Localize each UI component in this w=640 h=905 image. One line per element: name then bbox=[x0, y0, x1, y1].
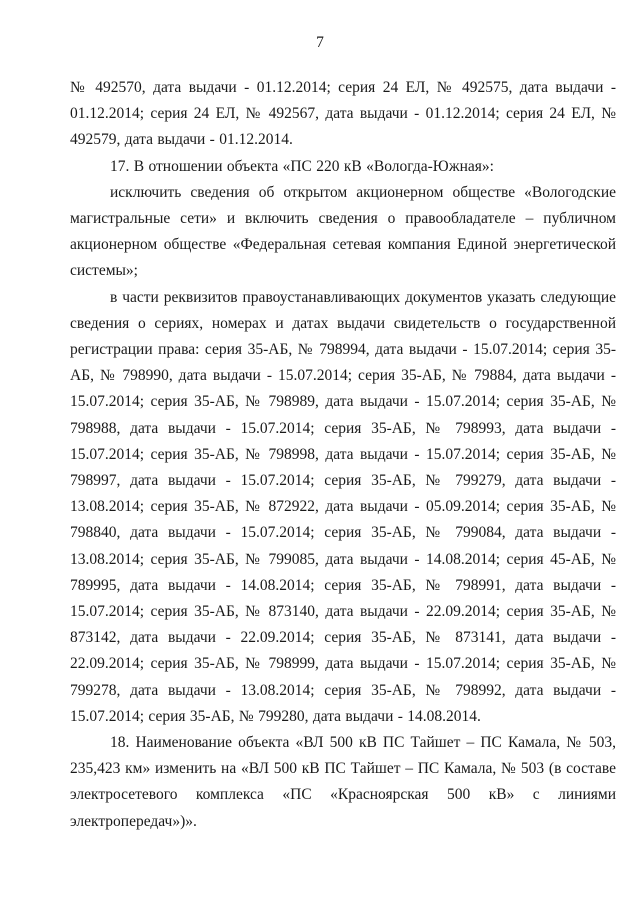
paragraph-certificates-list: в части реквизитов правоустанавливающих документов указать следующие сведения о сериях, номерах и датах выдачи свидетельств о государственной регистрации права: серия 35-АБ, № 798994, дата выдачи - 15.07.2014; серия 35-АБ, № 798990, дата выдачи - 15.07.2014; серия 35-АБ, № 79884, дата выдачи - 15.07.2014; серия 35-АБ, № 798989, дата выдачи - 15.07.2014; серия 35-АБ, № 798988, дата выдачи - 15.07.2014; серия 35-АБ, № 798993, дата выдачи - 15.07.2014; серия 35-АБ, № 798998, дата выдачи - 15.07.2014; серия 35-АБ, № 798997, дата выдачи - 15.07.2014; серия 35-АБ, № 799279, дата выдачи - 13.08.2014; серия 35-АБ, № 872922, дата выдачи - 05.09.2014; серия 35-АБ, № 798840, дата выдачи - 15.07.2014; серия 35-АБ, № 799084, дата выдачи - 13.08.2014; серия 35-АБ, № 799085, дата выдачи - 14.08.2014; серия 45-АБ, № 789995, дата выдачи - 14.08.2014; серия 35-АБ, № 798991, дата выдачи - 15.07.2014; серия 35-АБ, № 873140, дата выдачи - 22.09.2014; серия 35-АБ, № 873142, дата выдачи - 22.09.2014; серия 35-АБ, № 873141, дата выдачи - 22.09.2014; серия 35-АБ, № 798999, дата выдачи - 15.07.2014; серия 35-АБ, № 799278, дата выдачи - 13.08.2014; серия 35-АБ, № 798992, дата выдачи - 15.07.2014; серия 35-АБ, № 799280, дата выдачи - 14.08.2014. bbox=[70, 288, 616, 725]
paragraph-owner-change: исключить сведения об открытом акционерном обществе «Вологодские магистральные сети» и включить сведения о правообладателе – публичном акционерном обществе «Федеральная сетевая компания Единой энергетической системы»; bbox=[70, 183, 616, 280]
paragraph-item-18: 18. Наименование объекта «ВЛ 500 кВ ПС Тайшет – ПС Камала, № 503, 235,423 км» изменить на «ВЛ 500 кВ ПС Тайшет – ПС Камала, № 503 (в составе электросетевого комплекса «ПС «Красноярская 500 кВ» с линиями электропередач»)». bbox=[70, 734, 616, 830]
paragraph-item-17: 17. В отношении объекта «ПС 220 кВ «Вологда-Южная»: bbox=[110, 157, 494, 175]
paragraph-certificates-continued: № 492570, дата выдачи - 01.12.2014; серия 24 ЕЛ, № 492575, дата выдачи - 01.12.2014; серия 24 ЕЛ, № 492567, дата выдачи - 01.12.2014; серия 24 ЕЛ, № 492579, дата выдачи - 01.12.2014. bbox=[70, 79, 616, 149]
page-number: 7 bbox=[316, 34, 324, 51]
document-body bbox=[70, 75, 616, 835]
